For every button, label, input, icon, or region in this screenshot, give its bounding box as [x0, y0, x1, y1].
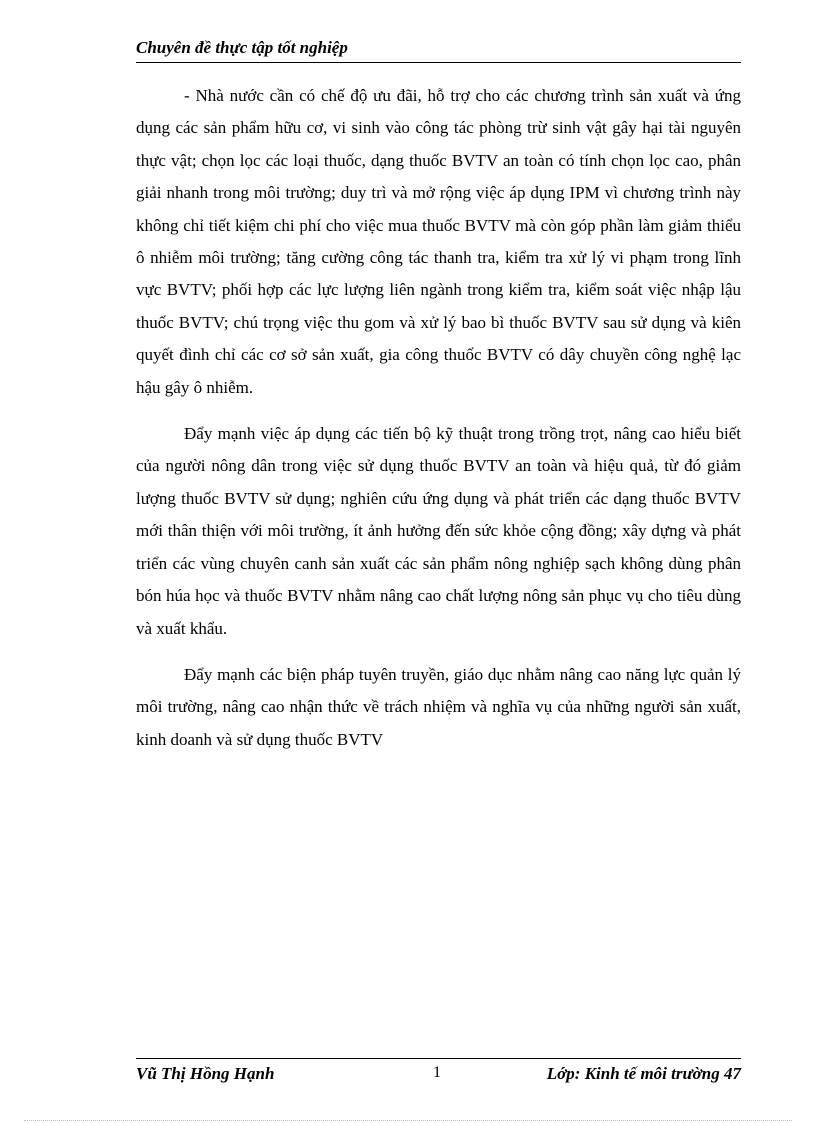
footer-class: Lớp: Kinh tế môi trường 47	[546, 1064, 741, 1083]
paragraph-propaganda-education: Đẩy mạnh các biện pháp tuyên truyền, giáo dục nhằm nâng cao năng lực quản lý môi trường, nâng cao nhận thức về trách nhiệm và nghĩa vụ của những người sản xuất, kinh doanh và sử dụng thuốc BVTV	[136, 664, 741, 749]
document-title: Chuyên đề thực tập tốt nghiệp	[136, 38, 348, 57]
page-bottom-edge	[24, 1120, 792, 1121]
footer-author: Vũ Thị Hồng Hạnh	[136, 1064, 275, 1083]
page-number: 1	[433, 1064, 441, 1081]
page-footer	[136, 1058, 741, 1089]
paragraph-policy-support: - Nhà nước cần có chế độ ưu đãi, hỗ trợ cho các chương trình sản xuất và ứng dụng các sản phẩm hữu cơ, vi sinh vào công tác phòng trừ sinh vật gây hại tài nguyên thực vật; chọn lọc các loại thuốc, dạng thuốc BVTV an toàn có tính chọn lọc cao, phân giải nhanh trong môi trường; duy trì và mở rộng việc áp dụng IPM vì chương trình này không chỉ tiết kiệm chi phí cho việc mua thuốc BVTV mà còn góp phần làm giảm thiểu ô nhiễm môi trường; tăng cường công tác thanh tra, kiểm tra xử lý vi phạm trong lĩnh vực BVTV; phối hợp các lực lượng liên ngành trong kiểm tra, kiểm soát việc nhập lậu thuốc BVTV; chú trọng việc thu gom và xử lý bao bì thuốc BVTV sau sử dụng và kiên quyết đình chỉ các cơ sở sản xuất, gia công thuốc BVTV có dây chuyền công nghệ lạc hậu gây ô nhiễm.	[136, 86, 741, 397]
paragraph-technical-advances: Đẩy mạnh việc áp dụng các tiến bộ kỹ thuật trong trồng trọt, nâng cao hiểu biết của người nông dân trong việc sử dụng thuốc BVTV an toàn và hiệu quả, từ đó giảm lượng thuốc BVTV sử dụng; nghiên cứu ứng dụng và phát triển các dạng thuốc BVTV mới thân thiện với môi trường, ít ảnh hưởng đến sức khỏe cộng đồng; xây dựng và phát triển các vùng chuyên canh sản xuất các sản phẩm nông nghiệp sạch không dùng phân bón húa học và thuốc BVTV nhằm nâng cao chất lượng nông sản phục vụ cho tiêu dùng và xuất khẩu.	[136, 424, 741, 638]
page-header	[136, 38, 741, 63]
document-body	[136, 80, 741, 770]
